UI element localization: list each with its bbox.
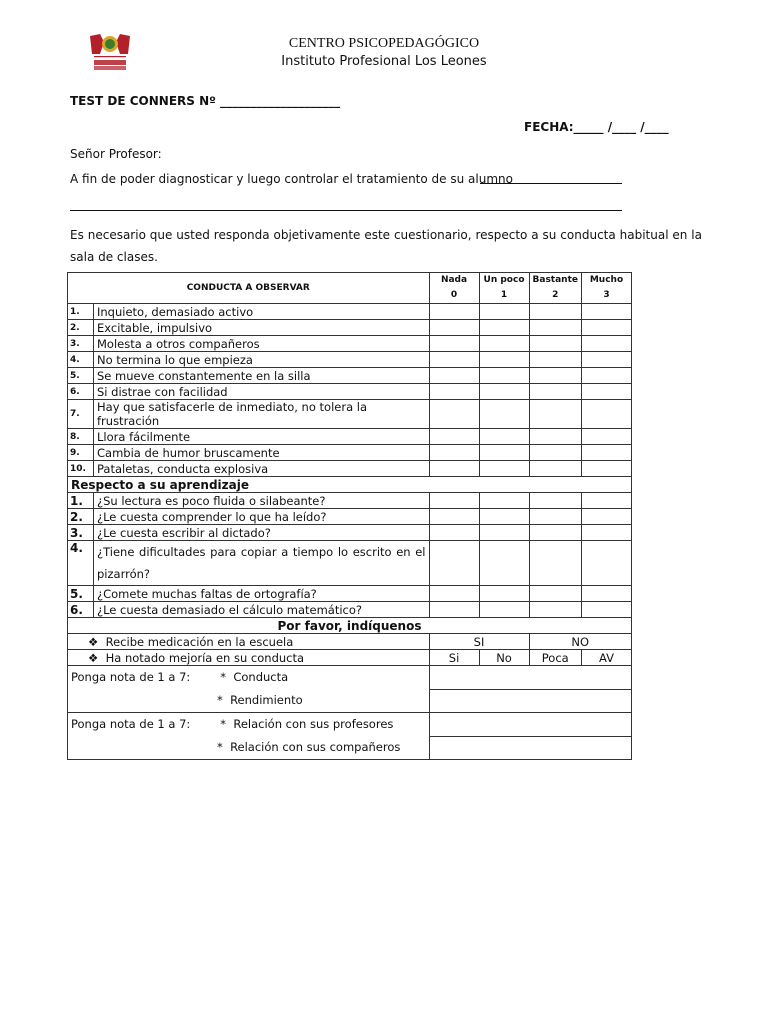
item-text: ¿Comete muchas faltas de ortografía? bbox=[94, 586, 430, 602]
score-cell[interactable] bbox=[529, 586, 581, 602]
improvement-si[interactable]: Si bbox=[429, 650, 479, 666]
score-cell[interactable] bbox=[479, 586, 529, 602]
item-number: 8. bbox=[68, 429, 94, 445]
grade-conducta-input[interactable] bbox=[429, 666, 631, 690]
col-score: 1 bbox=[500, 290, 508, 300]
grades1-label: Ponga nota de 1 a 7: bbox=[71, 670, 191, 684]
table-row bbox=[68, 461, 632, 477]
medication-si[interactable]: SI bbox=[429, 634, 529, 650]
table-row bbox=[68, 384, 632, 400]
score-cell[interactable] bbox=[429, 602, 479, 618]
score-cell[interactable] bbox=[529, 400, 581, 429]
grades1-line1 bbox=[71, 666, 426, 689]
table-row bbox=[68, 368, 632, 384]
score-cell[interactable] bbox=[479, 541, 529, 586]
item-number: 3. bbox=[68, 336, 94, 352]
score-cell[interactable] bbox=[582, 400, 632, 429]
item-text: Si distrae con facilidad bbox=[94, 384, 430, 400]
item-text: ¿Le cuesta demasiado el cálculo matemático? bbox=[94, 602, 430, 618]
instructions-text: Es necesario que usted responda objetivamente este cuestionario, respecto a su conducta habitual en la sala de clases. bbox=[70, 228, 702, 264]
col-score: 2 bbox=[552, 290, 559, 300]
score-cell[interactable] bbox=[479, 320, 529, 336]
score-cell[interactable] bbox=[479, 445, 529, 461]
item-text: Se mueve constantemente en la silla bbox=[94, 368, 430, 384]
grades2-label: Ponga nota de 1 a 7: bbox=[71, 717, 191, 731]
org-title: CENTRO PSICOPEDAGÓGICO bbox=[288, 36, 480, 51]
score-cell[interactable] bbox=[529, 352, 581, 368]
col-score: 3 bbox=[603, 290, 610, 300]
score-cell[interactable] bbox=[479, 525, 529, 541]
score-cell[interactable] bbox=[429, 336, 479, 352]
col-header-nada bbox=[429, 273, 479, 304]
date-field: FECHA:_____ /____ /____ bbox=[524, 120, 669, 134]
score-cell[interactable] bbox=[529, 602, 581, 618]
item-text: Pataletas, conducta explosiva bbox=[94, 461, 430, 477]
score-cell[interactable] bbox=[429, 586, 479, 602]
col-name: Un poco bbox=[483, 275, 525, 285]
item-text: ¿Tiene dificultades para copiar a tiempo lo escrito en el pizarrón? bbox=[94, 541, 430, 586]
item-number: 4. bbox=[68, 352, 94, 368]
bullet-icon: ❖ bbox=[88, 650, 99, 665]
score-cell[interactable] bbox=[582, 602, 632, 618]
grades2-line1 bbox=[71, 713, 426, 736]
score-cell[interactable] bbox=[429, 445, 479, 461]
item-number: 2. bbox=[68, 509, 94, 525]
item-text: ¿Le cuesta comprender lo que ha leído? bbox=[94, 509, 430, 525]
score-cell[interactable] bbox=[529, 493, 581, 509]
learning-title: Respecto a su aprendizaje bbox=[68, 477, 632, 493]
grade-companeros-input[interactable] bbox=[429, 736, 631, 760]
score-cell[interactable] bbox=[429, 493, 479, 509]
item-text: Cambia de humor bruscamente bbox=[94, 445, 430, 461]
item-text: Hay que satisfacerle de inmediato, no tolera la frustración bbox=[94, 400, 430, 429]
star-icon: * bbox=[217, 693, 223, 707]
score-cell[interactable] bbox=[582, 586, 632, 602]
table-row bbox=[68, 429, 632, 445]
org-subtitle: Instituto Profesional Los Leones bbox=[281, 54, 487, 69]
score-cell[interactable] bbox=[479, 352, 529, 368]
conduct-header: CONDUCTA A OBSERVAR bbox=[68, 273, 430, 304]
score-cell[interactable] bbox=[429, 525, 479, 541]
item-number: 5. bbox=[68, 586, 94, 602]
item-number: 2. bbox=[68, 320, 94, 336]
intro-text: A fin de poder diagnosticar y luego controlar el tratamiento de su alumno bbox=[70, 172, 513, 186]
score-cell[interactable] bbox=[479, 304, 529, 320]
medication-text: Recibe medicación en la escuela bbox=[105, 634, 294, 649]
grades2-line2 bbox=[71, 736, 426, 759]
item-number: 7. bbox=[68, 400, 94, 429]
item-text: Inquieto, demasiado activo bbox=[94, 304, 430, 320]
item-text: ¿Su lectura es poco fluida o silabeante? bbox=[94, 493, 430, 509]
col-name: Bastante bbox=[532, 275, 578, 285]
score-cell[interactable] bbox=[529, 461, 581, 477]
table-row bbox=[68, 602, 632, 618]
grade-rendimiento-input[interactable] bbox=[429, 689, 631, 713]
table-row bbox=[68, 586, 632, 602]
score-cell[interactable] bbox=[582, 368, 632, 384]
score-cell[interactable] bbox=[479, 509, 529, 525]
medication-no[interactable]: NO bbox=[529, 634, 631, 650]
improvement-row bbox=[68, 650, 632, 666]
item-number: 1. bbox=[68, 304, 94, 320]
item-number: 10. bbox=[68, 461, 94, 477]
score-cell[interactable] bbox=[479, 336, 529, 352]
score-cell[interactable] bbox=[479, 429, 529, 445]
grade-profesores-input[interactable] bbox=[429, 713, 631, 737]
score-cell[interactable] bbox=[582, 336, 632, 352]
score-cell[interactable] bbox=[479, 384, 529, 400]
item-text: No termina lo que empieza bbox=[94, 352, 430, 368]
item-number: 1. bbox=[68, 493, 94, 509]
favor-row bbox=[68, 618, 632, 634]
grade-companeros-label: Relación con sus compañeros bbox=[230, 740, 401, 754]
star-icon: * bbox=[220, 717, 227, 731]
grades1-labels bbox=[68, 666, 430, 713]
item-number: 5. bbox=[68, 368, 94, 384]
score-cell[interactable] bbox=[529, 384, 581, 400]
score-cell[interactable] bbox=[429, 368, 479, 384]
score-cell[interactable] bbox=[529, 429, 581, 445]
col-name: Mucho bbox=[589, 275, 624, 285]
score-cell[interactable] bbox=[529, 320, 581, 336]
table-row bbox=[68, 336, 632, 352]
star-icon: * bbox=[220, 670, 227, 684]
improvement-poca[interactable]: Poca bbox=[529, 650, 581, 666]
item-number: 9. bbox=[68, 445, 94, 461]
item-number: 3. bbox=[68, 525, 94, 541]
table-header-row bbox=[68, 273, 632, 304]
conners-table bbox=[67, 272, 632, 760]
score-cell[interactable] bbox=[429, 400, 479, 429]
score-cell[interactable] bbox=[479, 461, 529, 477]
table-row bbox=[68, 445, 632, 461]
score-cell[interactable] bbox=[582, 445, 632, 461]
improvement-question bbox=[68, 650, 430, 666]
improvement-text: Ha notado mejoría en su conducta bbox=[105, 650, 305, 665]
bullet-icon: ❖ bbox=[88, 634, 99, 649]
score-cell[interactable] bbox=[582, 352, 632, 368]
score-cell[interactable] bbox=[582, 509, 632, 525]
col-header-un-poco bbox=[479, 273, 529, 304]
grade-conducta-label: Conducta bbox=[233, 670, 289, 684]
score-cell[interactable] bbox=[479, 493, 529, 509]
grades1-row-a bbox=[68, 666, 632, 690]
score-cell[interactable] bbox=[582, 304, 632, 320]
grades2-labels bbox=[68, 713, 430, 760]
score-cell[interactable] bbox=[582, 525, 632, 541]
score-cell[interactable] bbox=[529, 368, 581, 384]
learning-items bbox=[68, 493, 632, 618]
table-row bbox=[68, 525, 632, 541]
score-cell[interactable] bbox=[479, 602, 529, 618]
score-cell[interactable] bbox=[429, 461, 479, 477]
conduct-items bbox=[68, 304, 632, 477]
table-row bbox=[68, 493, 632, 509]
improvement-av[interactable]: AV bbox=[582, 650, 632, 666]
favor-title: Por favor, indíquenos bbox=[68, 618, 632, 634]
score-cell[interactable] bbox=[582, 384, 632, 400]
score-cell[interactable] bbox=[529, 541, 581, 586]
item-text: Molesta a otros compañeros bbox=[94, 336, 430, 352]
score-cell[interactable] bbox=[582, 493, 632, 509]
score-cell[interactable] bbox=[582, 320, 632, 336]
grades2-row-a bbox=[68, 713, 632, 737]
table-row bbox=[68, 320, 632, 336]
table-row bbox=[68, 400, 632, 429]
score-cell[interactable] bbox=[529, 336, 581, 352]
item-text: Excitable, impulsivo bbox=[94, 320, 430, 336]
score-cell[interactable] bbox=[529, 525, 581, 541]
improvement-no[interactable]: No bbox=[479, 650, 529, 666]
table-row bbox=[68, 541, 632, 586]
student-name-blank-2 bbox=[70, 210, 622, 211]
score-cell[interactable] bbox=[429, 320, 479, 336]
score-cell[interactable] bbox=[479, 400, 529, 429]
grade-profesores-label: Relación con sus profesores bbox=[233, 717, 394, 731]
item-number: 4. bbox=[68, 541, 94, 586]
score-cell[interactable] bbox=[429, 429, 479, 445]
table-row bbox=[68, 509, 632, 525]
score-cell[interactable] bbox=[529, 509, 581, 525]
medication-question bbox=[68, 634, 430, 650]
table-row bbox=[68, 352, 632, 368]
item-number: 6. bbox=[68, 602, 94, 618]
score-cell[interactable] bbox=[429, 541, 479, 586]
medication-row bbox=[68, 634, 632, 650]
item-text: ¿Le cuesta escribir al dictado? bbox=[94, 525, 430, 541]
grades1-line2 bbox=[71, 689, 426, 712]
score-cell[interactable] bbox=[429, 509, 479, 525]
item-text: Llora fácilmente bbox=[94, 429, 430, 445]
col-score: 0 bbox=[450, 290, 458, 300]
score-cell[interactable] bbox=[582, 541, 632, 586]
grade-rendimiento-label: Rendimiento bbox=[230, 693, 303, 707]
table-row bbox=[68, 304, 632, 320]
item-number: 6. bbox=[68, 384, 94, 400]
score-cell[interactable] bbox=[429, 304, 479, 320]
score-cell[interactable] bbox=[529, 445, 581, 461]
score-cell[interactable] bbox=[429, 352, 479, 368]
score-cell[interactable] bbox=[429, 384, 479, 400]
score-cell[interactable] bbox=[529, 304, 581, 320]
col-header-bastante bbox=[529, 273, 581, 304]
col-name: Nada bbox=[440, 275, 468, 285]
score-cell[interactable] bbox=[582, 461, 632, 477]
score-cell[interactable] bbox=[479, 368, 529, 384]
student-name-blank bbox=[480, 183, 622, 184]
col-header-mucho bbox=[582, 273, 632, 304]
greeting: Señor Profesor: bbox=[70, 147, 162, 161]
score-cell[interactable] bbox=[582, 429, 632, 445]
test-number-line: TEST DE CONNERS Nº ____________________ bbox=[70, 94, 341, 108]
star-icon: * bbox=[217, 740, 223, 754]
learning-section-row bbox=[68, 477, 632, 493]
